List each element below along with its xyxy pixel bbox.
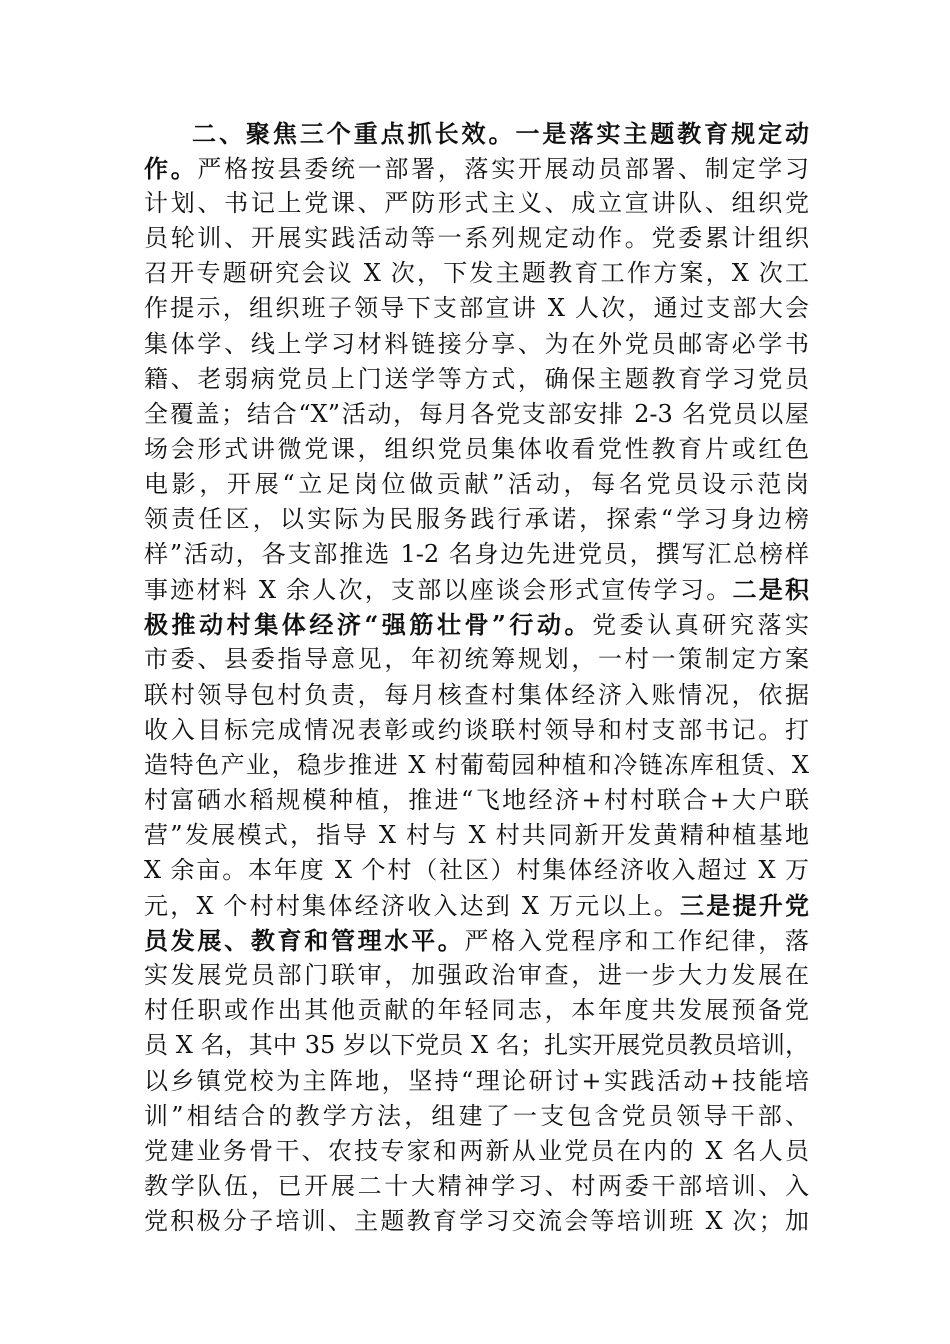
text-line [144,221,809,256]
body-text: 党建业务骨干、农技专家和两新从业党员在内的 X 名人员 [144,1136,809,1165]
text-line [144,291,809,326]
body-text: 实发展党员部门联审，加强政治审查，进一步大力发展在 [144,961,809,990]
body-text: 事迹材料 X 余人次，支部以座谈会形式宣传学习。 [144,576,733,605]
bold-heading-text: 作。 [144,154,198,184]
text-line [144,1099,809,1134]
body-text: X 余亩。本年度 X 个村（社区）村集体经济收入超过 X 万 [144,855,809,884]
text-line [144,256,809,291]
text-line [144,853,809,888]
text-line [144,397,809,432]
text-line [144,818,809,853]
body-text: 计划、书记上党课、严防形式主义、成立宣讲队、组织党 [144,189,809,218]
text-line [144,642,809,677]
text-line [144,678,809,713]
body-text: 联村领导包村负责，每月核查村集体经济入账情况，依据 [144,680,809,709]
body-text: 领责任区，以实际为民服务践行承诺，探索“学习身边榜 [144,505,809,534]
body-text: 党委认真研究落实 [592,611,809,640]
text-line [144,1134,809,1169]
text-line [144,467,809,502]
body-text: 收入目标完成情况表彰或约谈联村领导和村支部书记。打 [144,715,809,744]
body-paragraph [144,116,809,1239]
body-text: 全覆盖；结合“X”活动，每月各党支部安排 2-3 名党员以屋 [144,399,809,428]
text-line [144,1204,809,1239]
body-text: 教学队伍，已开展二十大精神学习、村两委干部培训、入 [144,1171,809,1200]
body-text: 造特色产业，稳步推进 X 村葡萄园种植和冷链冻库租赁、X [144,750,809,779]
text-line [144,923,809,958]
body-text: 员 X 名，其中 35 岁以下党员 X 名；扎实开展党员教员培训， [144,1031,809,1060]
text-line [144,1064,809,1099]
bold-heading-text: 三是提升党 [680,891,809,921]
body-text: 作提示，组织班子领导下支部宣讲 X 人次，通过支部大会 [144,294,809,323]
body-text: 严格按县委统一部署，落实开展动员部署、制定学习 [197,155,810,184]
text-line [144,783,809,818]
text-line [144,748,809,783]
text-line [144,432,809,467]
text-line [144,502,809,537]
text-line [144,537,809,572]
text-line [144,572,809,607]
text-line [144,362,809,397]
text-line [144,151,809,186]
body-text: 以乡镇党校为主阵地，坚持“理论研讨+实践活动+技能培 [144,1066,809,1095]
body-text: 集体学、线上学习材料链接分享、为在外党员邮寄必学书 [144,329,809,358]
bold-heading-text: 二、聚焦三个重点抓长效。一是落实主题教育规定动 [192,119,809,148]
text-line [144,186,809,221]
body-text: 员轮训、开展实践活动等一系列规定动作。党委累计组织 [144,224,809,253]
body-text: 电影，开展“立足岗位做贡献”活动，每名党员设示范岗 [144,469,809,498]
body-text: 市委、县委指导意见，年初统筹规划，一村一策制定方案 [144,645,809,674]
body-text: 训”相结合的教学方法，组建了一支包含党员领导干部、 [144,1101,809,1130]
body-text: 严格入党程序和工作纪律，落 [464,927,809,956]
text-line [144,713,809,748]
body-text: 召开专题研究会议 X 次，下发主题教育工作方案，X 次工 [144,259,809,288]
body-text: 元，X 个村村集体经济收入达到 X 万元以上。 [144,892,681,921]
body-text: 村富硒水稻规模种植，推进“飞地经济+村村联合+大户联 [144,785,809,814]
text-line [144,116,809,151]
body-text: 党积极分子培训、主题教育学习交流会等培训班 X 次；加 [144,1206,809,1235]
bold-heading-text: 员发展、教育和管理水平。 [144,926,465,956]
text-line [144,1028,809,1063]
bold-heading-text: 极推动村集体经济“强筋壮骨”行动。 [144,610,593,640]
bold-heading-text: 二是积 [732,575,810,605]
body-text: 村任职或作出其他贡献的年轻同志，本年度共发展预备党 [144,996,809,1025]
body-text: 籍、老弱病党员上门送学等方式，确保主题教育学习党员 [144,364,809,393]
text-line [144,993,809,1028]
text-line [144,958,809,993]
text-line [144,607,809,642]
body-text: 营”发展模式，指导 X 村与 X 村共同新开发黄精种植基地 [144,820,809,849]
body-text: 样”活动，各支部推选 1-2 名身边先进党员，撰写汇总榜样 [144,540,809,569]
text-line [144,1169,809,1204]
body-text: 场会形式讲微党课，组织党员集体收看党性教育片或红色 [144,434,809,463]
text-line [144,888,809,923]
text-line [144,327,809,362]
